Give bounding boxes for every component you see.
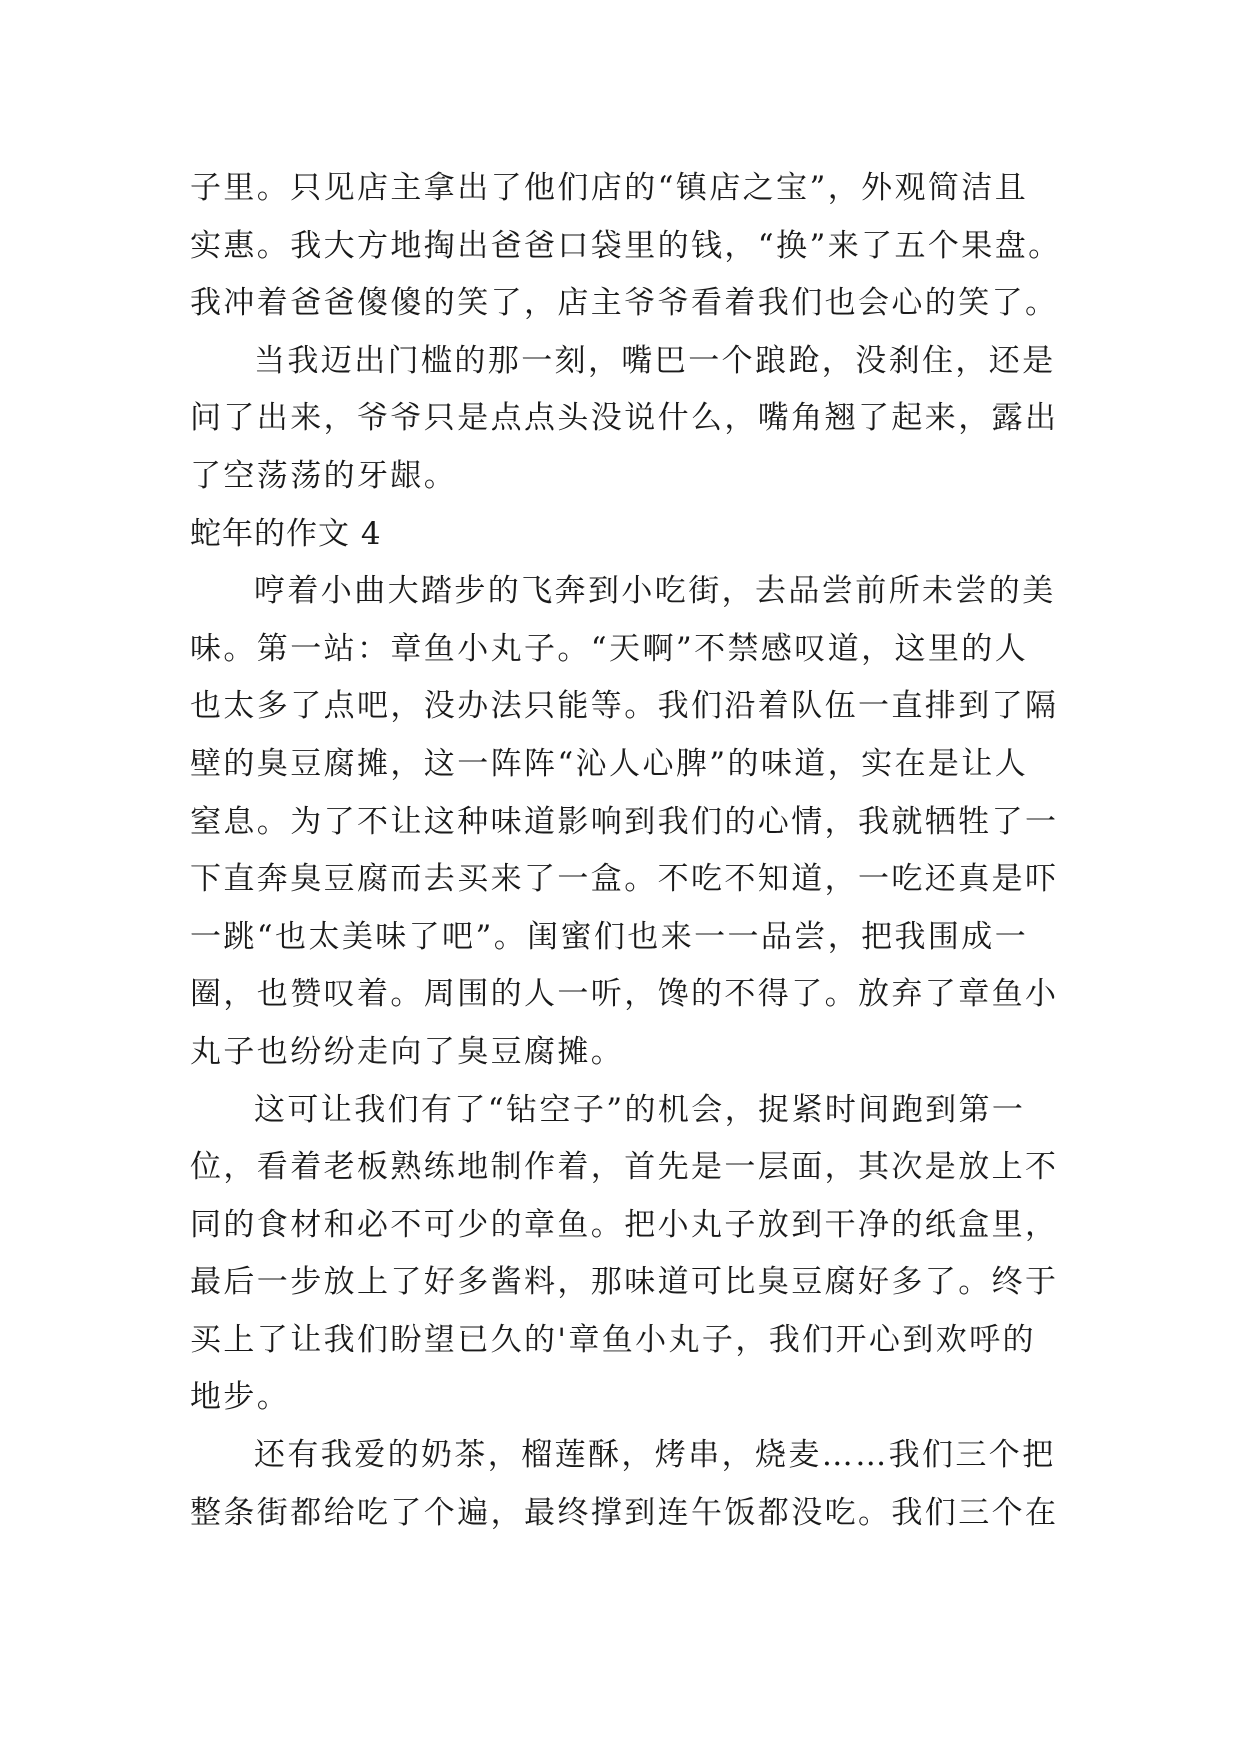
section-heading: 蛇年的作文 4 bbox=[190, 515, 382, 552]
text-line: 味。第一站：章鱼小丸子。“天啊”不禁感叹道，这里的人 bbox=[190, 630, 1029, 667]
text-line: 窒息。为了不让这种味道影响到我们的心情，我就牺牲了一 bbox=[190, 803, 1059, 840]
text-line: 地步。 bbox=[190, 1379, 291, 1416]
text-line: 最后一步放上了好多酱料，那味道可比臭豆腐好多了。终于 bbox=[190, 1264, 1059, 1301]
text-line: 也太多了点吧，没办法只能等。我们沿着队伍一直排到了隔 bbox=[190, 688, 1059, 725]
text-line: 我冲着爸爸傻傻的笑了，店主爷爷看着我们也会心的笑了。 bbox=[190, 285, 1059, 322]
text-line: 下直奔臭豆腐而去买来了一盒。不吃不知道，一吃还真是吓 bbox=[190, 861, 1059, 898]
paragraph-first-line: 这可让我们有了“钻空子”的机会，捉紧时间跑到第一 bbox=[254, 1091, 1026, 1128]
text-line: 实惠。我大方地掏出爸爸口袋里的钱，“换”来了五个果盘。 bbox=[190, 227, 1062, 264]
paragraph-first-line: 还有我爱的奶茶，榴莲酥，烤串，烧麦……我们三个把 bbox=[254, 1437, 1056, 1474]
text-line: 位，看着老板熟练地制作着，首先是一层面，其次是放上不 bbox=[190, 1149, 1059, 1186]
paragraph-first-line: 哼着小曲大踏步的飞奔到小吃街，去品尝前所未尝的美 bbox=[254, 573, 1056, 610]
text-line: 一跳“也太美味了吧”。闺蜜们也来一一品尝，把我围成一 bbox=[190, 918, 1029, 955]
paragraph-first-line: 当我迈出门槛的那一刻，嘴巴一个踉跄，没刹住，还是 bbox=[254, 342, 1056, 379]
text-line: 了空荡荡的牙龈。 bbox=[190, 457, 458, 494]
text-line: 问了出来，爷爷只是点点头没说什么，嘴角翘了起来，露出 bbox=[190, 400, 1059, 437]
text-line: 同的食材和必不可少的章鱼。把小丸子放到干净的纸盒里， bbox=[190, 1206, 1059, 1243]
text-line: 壁的臭豆腐摊，这一阵阵“沁人心脾”的味道，实在是让人 bbox=[190, 745, 1029, 782]
text-line: 买上了让我们盼望已久的'章鱼小丸子，我们开心到欢呼的 bbox=[190, 1321, 1036, 1358]
text-line: 子里。只见店主拿出了他们店的“镇店之宝”，外观简洁且 bbox=[190, 170, 1029, 206]
text-line: 丸子也纷纷走向了臭豆腐摊。 bbox=[190, 1033, 625, 1070]
text-line: 整条街都给吃了个遍，最终撑到连午饭都没吃。我们三个在 bbox=[190, 1494, 1059, 1531]
text-line: 圈，也赞叹着。周围的人一听，馋的不得了。放弃了章鱼小 bbox=[190, 976, 1059, 1013]
body-text bbox=[190, 160, 1062, 1542]
